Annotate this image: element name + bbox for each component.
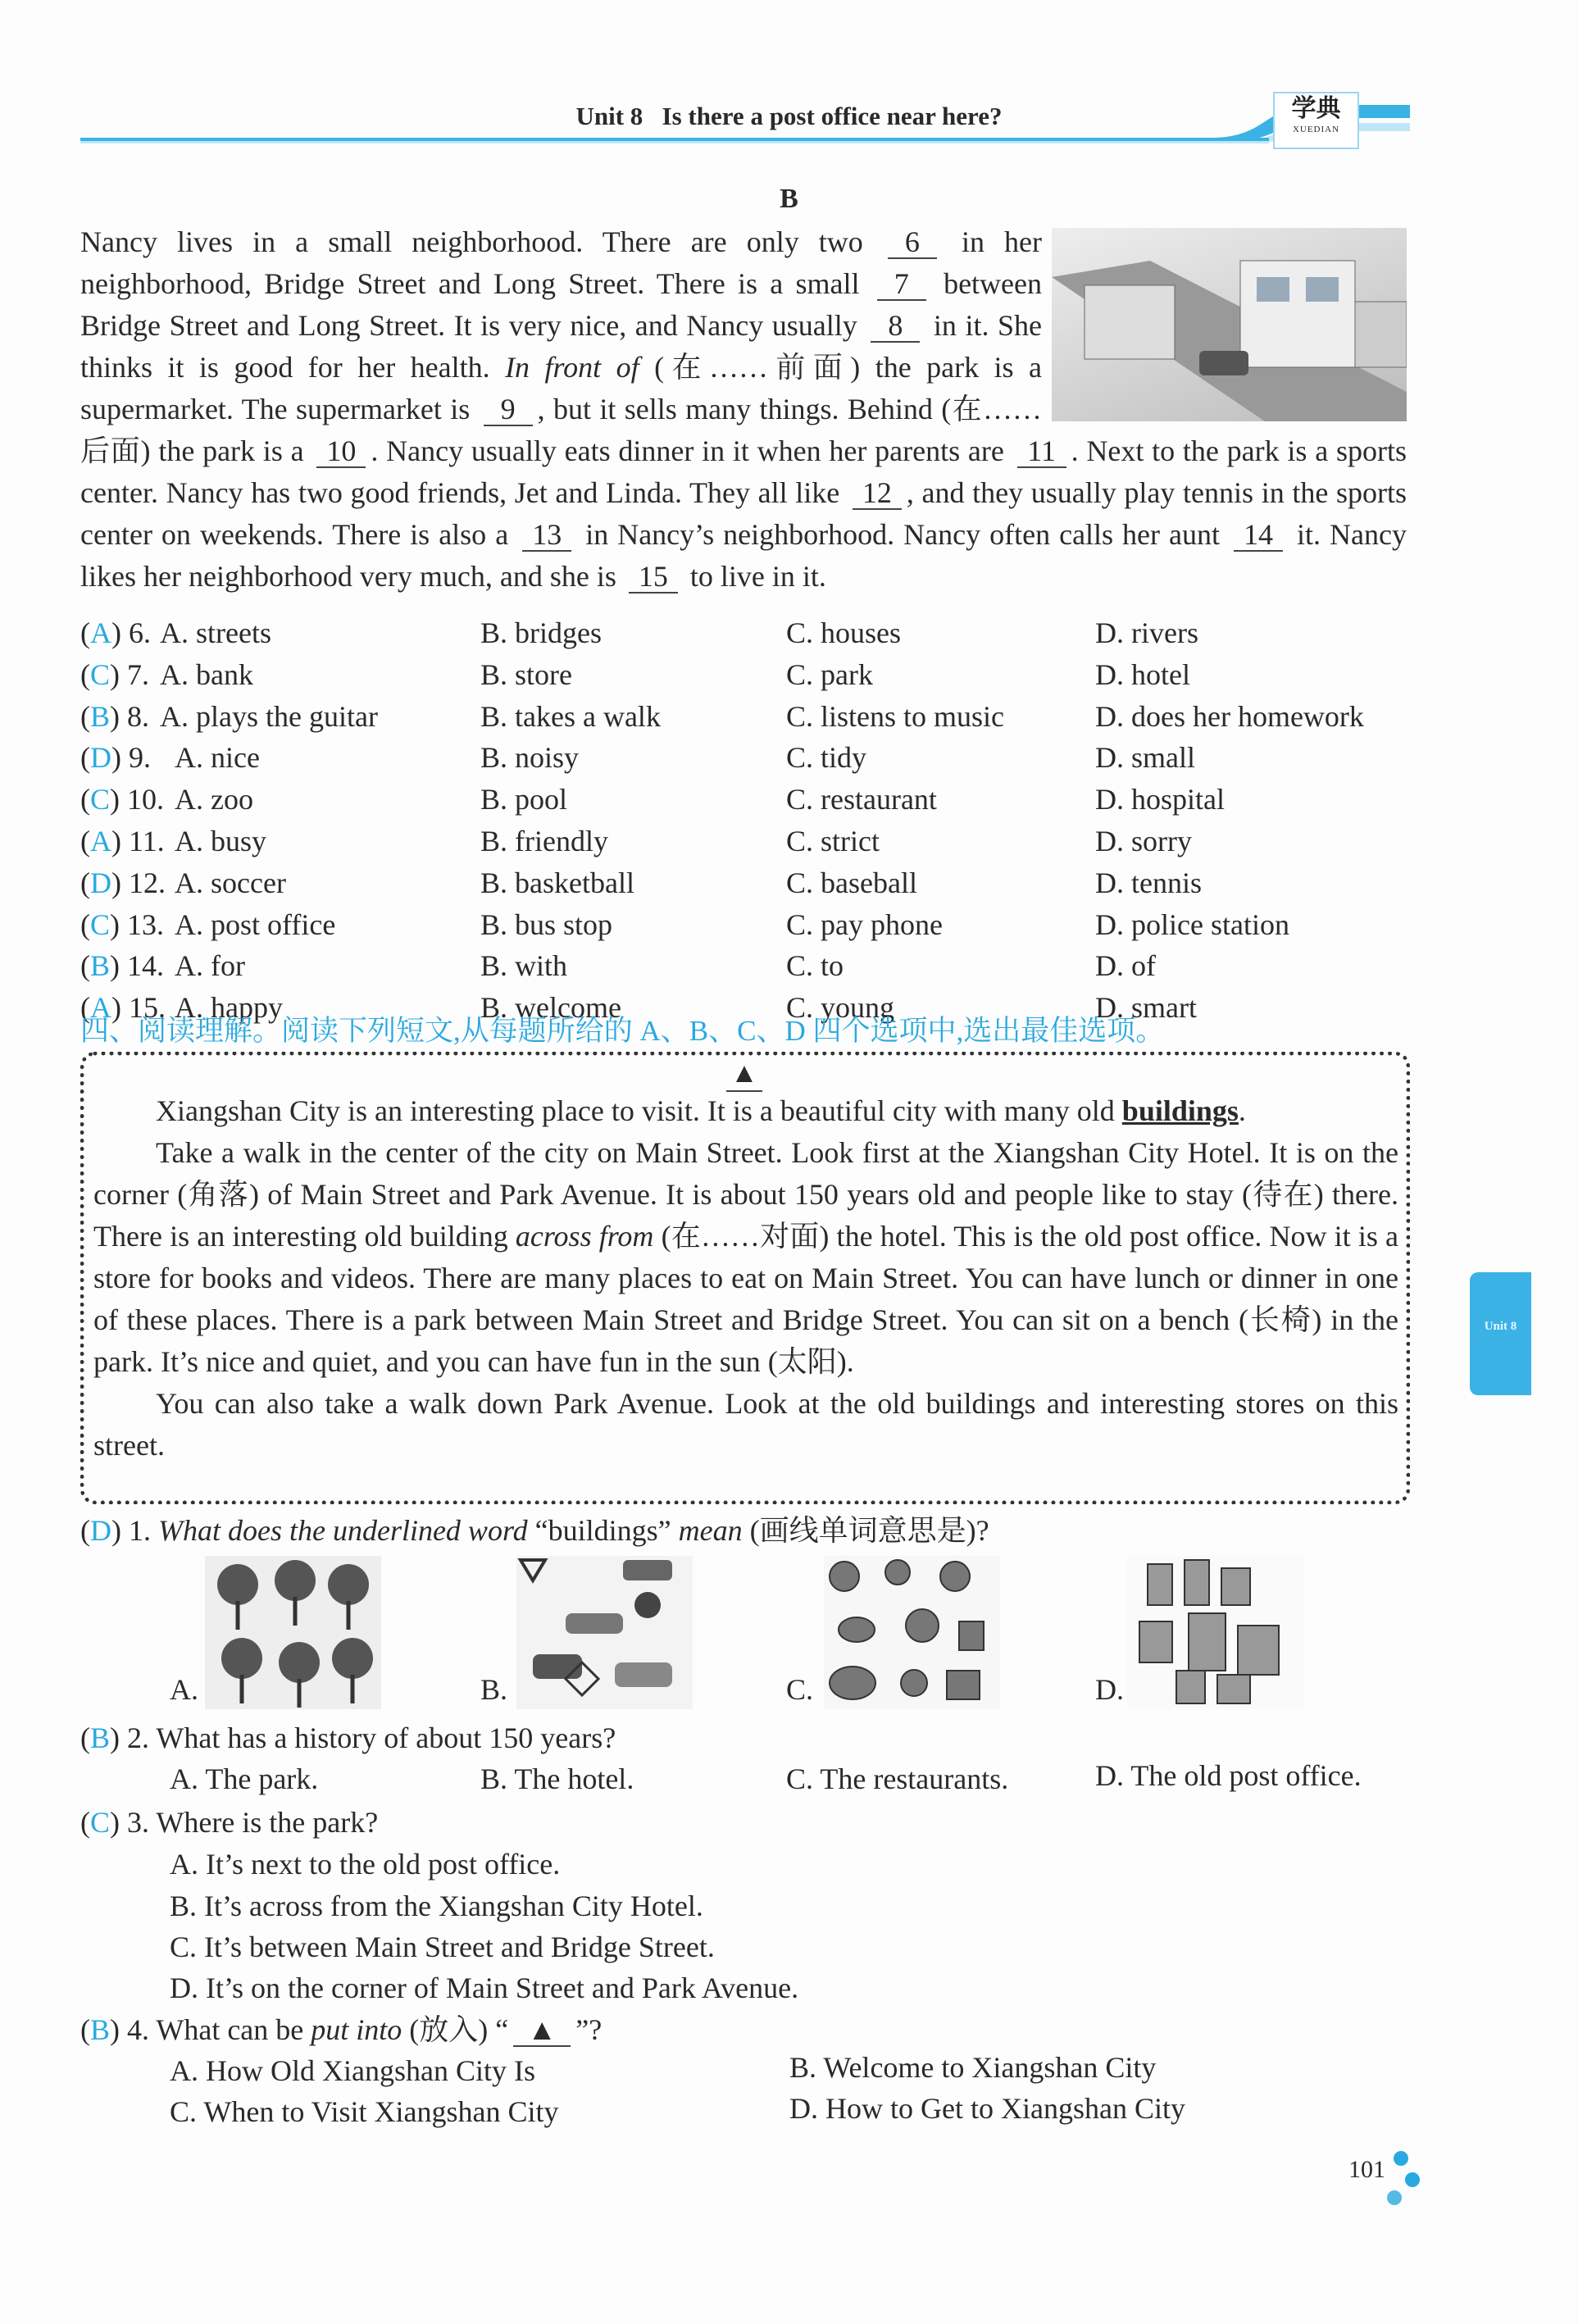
- option-d: D. does her homework: [1095, 699, 1364, 733]
- page-header-title: Unit 8 Is there a post office near here?: [575, 102, 1003, 130]
- cloze-question-row: [0, 654, 1344, 696]
- option-b: B. The hotel.: [480, 1762, 634, 1795]
- option-d: D. It’s on the corner of Main Street and Park Avenue.: [170, 1972, 799, 2004]
- question-number: 12.: [129, 866, 166, 899]
- answer-letter: D: [90, 866, 111, 899]
- cloze-blank: 11: [1017, 435, 1066, 468]
- question-number: 9.: [129, 741, 151, 775]
- publisher-logo: [1273, 92, 1359, 149]
- option-b: B. welcome: [480, 991, 621, 1025]
- cloze-blank: 10: [316, 435, 366, 468]
- answer-letter: B: [90, 699, 111, 733]
- question-number: 8.: [127, 699, 150, 733]
- option-d: D. rivers: [1095, 616, 1198, 649]
- answer-mark: (A) 15.: [80, 991, 166, 1025]
- answer-mark: C: [90, 1806, 111, 1839]
- text-segment: “buildings”: [527, 1514, 679, 1547]
- text-segment: (画线单词意思是)?: [742, 1514, 989, 1547]
- cloze-question-row: [0, 904, 1344, 946]
- text-segment: it. Nancy likes her neighborhood very much, and she is: [80, 518, 1407, 593]
- question-number: 14.: [127, 949, 165, 983]
- option-a: A. How Old Xiangshan City Is: [170, 2054, 535, 2087]
- option-d: D. small: [1095, 741, 1195, 775]
- option-c: C. pay phone: [786, 907, 943, 941]
- option-a: A. It’s next to the old post office.: [170, 1848, 561, 1881]
- cloze-blank: 9: [484, 393, 533, 426]
- option-a: A. nice: [175, 741, 260, 775]
- italic-phrase: mean: [678, 1514, 743, 1547]
- underlined-word: buildings: [1121, 1094, 1239, 1127]
- answer-mark: (B) 8.: [80, 699, 150, 733]
- cloze-question-row: [0, 737, 1344, 779]
- option-c: C. The restaurants.: [786, 1762, 1009, 1795]
- cloze-question-row: [0, 779, 1344, 821]
- text-segment: You can also take a walk down Park Avenue. Look at the old buildings and interesting stores on this street.: [93, 1387, 1398, 1462]
- logo-en: XUEDIAN: [1292, 125, 1340, 134]
- question-1: (D) 1. What does the underlined word “buildings” mean (画线单词意思是)?: [80, 1514, 989, 1547]
- option-d: D. How to Get to Xiangshan City: [789, 2092, 1185, 2125]
- text-segment: Take a walk in the center of the city on Main Street. Look first at the Xiangshan City Hotel. It is on the corner (角落) of Main Street and Park Avenue. It is about 150 years old and people like to stay (待在) there. There is an interesting old building: [93, 1136, 1398, 1253]
- reading-paragraph: [93, 1383, 1398, 1467]
- section-4-instructions: 四、阅读理解。阅读下列短文,从每题所给的 A、B、C、D 四个选项中,选出最佳选项。: [80, 1015, 1165, 1047]
- text-segment: . Nancy usually eats dinner in it when her parents are: [371, 434, 1012, 467]
- unit-side-tab: Unit 8: [1470, 1272, 1531, 1395]
- option-a: A. soccer: [175, 866, 286, 899]
- option-b: B. store: [480, 657, 572, 691]
- question-number: 11.: [129, 825, 165, 857]
- answer-mark: B: [90, 1721, 111, 1754]
- text-segment: (在……对面) the hotel. This is the old post office. Now it is a store for books and videos. There are many places to eat on Main Street. You can have lunch or dinner in one of these places. There is a park between Main Street and Bridge Street. You can sit on a bench (长椅) in the park. It’s nice and quiet, and you can have fun in the sun (太阳).: [93, 1220, 1398, 1378]
- option-c: C. strict: [786, 825, 880, 857]
- option-d: D. hospital: [1095, 783, 1225, 816]
- answer-letter: A: [90, 825, 111, 857]
- option-c: C. houses: [786, 616, 902, 649]
- title-blank: ▲: [726, 1057, 762, 1092]
- option-b: B. basketball: [480, 866, 634, 899]
- option-d: D. police station: [1095, 907, 1289, 941]
- trees-image: [205, 1556, 381, 1709]
- answer-letter: C: [90, 907, 111, 941]
- option-d: D. of: [1095, 949, 1156, 983]
- text-segment: between Bridge Street and Long Street. It is very nice, and Nancy usually: [80, 267, 1042, 342]
- answer-letter: C: [90, 657, 111, 691]
- option-b: B. pool: [480, 783, 568, 816]
- stem-italic: put into: [311, 2013, 402, 2046]
- answer-mark: (C) 13.: [80, 907, 165, 941]
- option-a: A. post office: [175, 907, 336, 941]
- text-segment: .: [1238, 1094, 1246, 1127]
- decorative-dots: [1385, 2148, 1426, 2205]
- option-d: D. sorry: [1095, 825, 1192, 857]
- text-segment: Nancy lives in a small neighborhood. There are only two: [80, 225, 883, 258]
- text-segment: 1.: [129, 1514, 158, 1547]
- option-a: A. bank: [160, 657, 253, 691]
- option-c: C. young: [786, 991, 895, 1025]
- option-a: A. plays the guitar: [160, 699, 378, 733]
- option-c: C. When to Visit Xiangshan City: [170, 2095, 559, 2128]
- answer-mark: (B) 14.: [80, 949, 165, 983]
- text-segment: in Nancy’s neighborhood. Nancy often calls her aunt: [576, 518, 1230, 551]
- buildings-image: [1127, 1556, 1303, 1709]
- text-segment: to live in it.: [682, 560, 826, 593]
- answer-letter: C: [90, 783, 111, 816]
- stem-end: ”?: [575, 2013, 603, 2046]
- option-a: A. The park.: [170, 1762, 319, 1795]
- food-image: [824, 1556, 1000, 1709]
- question-stem: 3. Where is the park?: [127, 1806, 379, 1839]
- cloze-question-row: [0, 612, 1344, 654]
- question-number: 7.: [127, 657, 150, 691]
- option-b: B. It’s across from the Xiangshan City Hotel.: [170, 1890, 703, 1922]
- option-b: B. takes a walk: [480, 699, 661, 733]
- answer-mark: (A) 6.: [80, 616, 151, 649]
- cloze-blank: 6: [888, 226, 937, 259]
- question-number: 15.: [129, 991, 166, 1025]
- cloze-blank: 13: [522, 519, 571, 552]
- image-label-a: A.: [170, 1673, 198, 1706]
- text-segment: , and they usually play tennis in the sports center on weekends. There is also a: [80, 476, 1407, 551]
- reading-paragraph: [93, 1132, 1398, 1383]
- option-b: B. noisy: [480, 741, 580, 775]
- image-label-b: B.: [480, 1673, 508, 1706]
- answer-letter: B: [90, 949, 111, 983]
- text-segment: Xiangshan City is an interesting place to visit. It is a beautiful city with many old: [156, 1094, 1122, 1127]
- text-segment: . Next to the park is a sports center. Nancy has two good friends, Jet and Linda. They all like: [80, 434, 1407, 509]
- option-d: D. tennis: [1095, 866, 1202, 899]
- italic-phrase: across from: [515, 1220, 654, 1253]
- text-segment: , but it sells many things. Behind (在……后面) the park is a: [80, 393, 1042, 467]
- option-d: D. The old post office.: [1095, 1759, 1362, 1792]
- image-label-d: D.: [1095, 1673, 1124, 1706]
- answer-letter: A: [90, 616, 111, 649]
- street-illustration: [1052, 228, 1407, 421]
- question-2: (B) 2. What has a history of about 150 years?: [80, 1721, 616, 1754]
- answer-mark: (D) 9.: [80, 741, 151, 775]
- cloze-question-row: [0, 945, 1344, 987]
- option-c: C. to: [786, 949, 844, 983]
- answer-mark: (C) 7.: [80, 657, 150, 691]
- cloze-passage: [80, 221, 1407, 598]
- option-c: C. tidy: [786, 741, 867, 775]
- answer-letter: D: [90, 741, 111, 775]
- question-number: 10.: [127, 783, 165, 816]
- reading-paragraph: [93, 1090, 1398, 1132]
- logo-cn: 学典: [1291, 95, 1341, 122]
- stem-post: (放入) “: [402, 2013, 509, 2046]
- option-c: C. baseball: [786, 866, 917, 899]
- cloze-blank: 12: [853, 477, 902, 510]
- option-a: A. happy: [175, 991, 283, 1025]
- answer-letter: A: [90, 991, 111, 1025]
- text-segment: in her neighborhood, Bridge Street and Long Street. There is a small: [80, 225, 1043, 300]
- option-b: B. Welcome to Xiangshan City: [789, 2051, 1157, 2084]
- page-number: 101: [1348, 2156, 1385, 2183]
- option-a: A. busy: [175, 825, 267, 857]
- option-a: A. zoo: [175, 783, 253, 816]
- cloze-question-row: [0, 696, 1364, 738]
- question-number: 6.: [129, 616, 151, 649]
- option-c: C. park: [786, 657, 873, 691]
- option-d: D. hotel: [1095, 657, 1190, 691]
- header-rule: [80, 138, 1269, 143]
- reading-passage: [93, 1090, 1398, 1467]
- cloze-blank: 8: [871, 310, 920, 343]
- answer-mark: B: [90, 2013, 111, 2046]
- option-b: B. bridges: [480, 616, 602, 649]
- option-a: A. streets: [160, 616, 271, 649]
- cloze-blank: 14: [1234, 519, 1283, 552]
- option-c: C. listens to music: [786, 699, 1005, 733]
- italic-phrase: In front of: [505, 351, 639, 384]
- section-b-heading: B: [780, 184, 798, 214]
- cloze-blank: 15: [629, 561, 678, 594]
- option-c: C. It’s between Main Street and Bridge Street.: [170, 1931, 715, 1963]
- question-3: (C) 3. Where is the park?: [80, 1806, 379, 1839]
- option-b: B. bus stop: [480, 907, 613, 941]
- answer-mark: (C) 10.: [80, 783, 165, 816]
- stem-pre: 4. What can be: [127, 2013, 312, 2046]
- cloze-question-row: [0, 821, 1344, 862]
- stem-blank: ▲: [513, 2014, 571, 2047]
- question-number: 13.: [127, 907, 165, 941]
- italic-phrase: What does the underlined word: [158, 1514, 528, 1547]
- traffic-signs-image: [516, 1556, 693, 1709]
- answer-mark: D: [90, 1514, 111, 1547]
- option-b: B. with: [480, 949, 568, 983]
- option-c: C. restaurant: [786, 783, 937, 816]
- text-segment: in it. She thinks it is good for her health.: [80, 309, 1042, 384]
- option-a: A. for: [175, 949, 245, 983]
- image-label-c: C.: [786, 1673, 814, 1706]
- option-d: D. smart: [1095, 991, 1197, 1025]
- question-4: (B) 4. What can be put into (放入) “ ▲ ”?: [80, 2013, 603, 2046]
- answer-mark: (D) 12.: [80, 866, 166, 899]
- text-segment: (在……前面) the park is a supermarket. The supermarket is: [80, 351, 1042, 425]
- question-stem: 2. What has a history of about 150 years?: [127, 1721, 616, 1754]
- cloze-blank: 7: [877, 268, 926, 301]
- cloze-question-row: [0, 862, 1344, 904]
- option-b: B. friendly: [480, 825, 608, 857]
- answer-mark: (A) 11.: [80, 825, 165, 857]
